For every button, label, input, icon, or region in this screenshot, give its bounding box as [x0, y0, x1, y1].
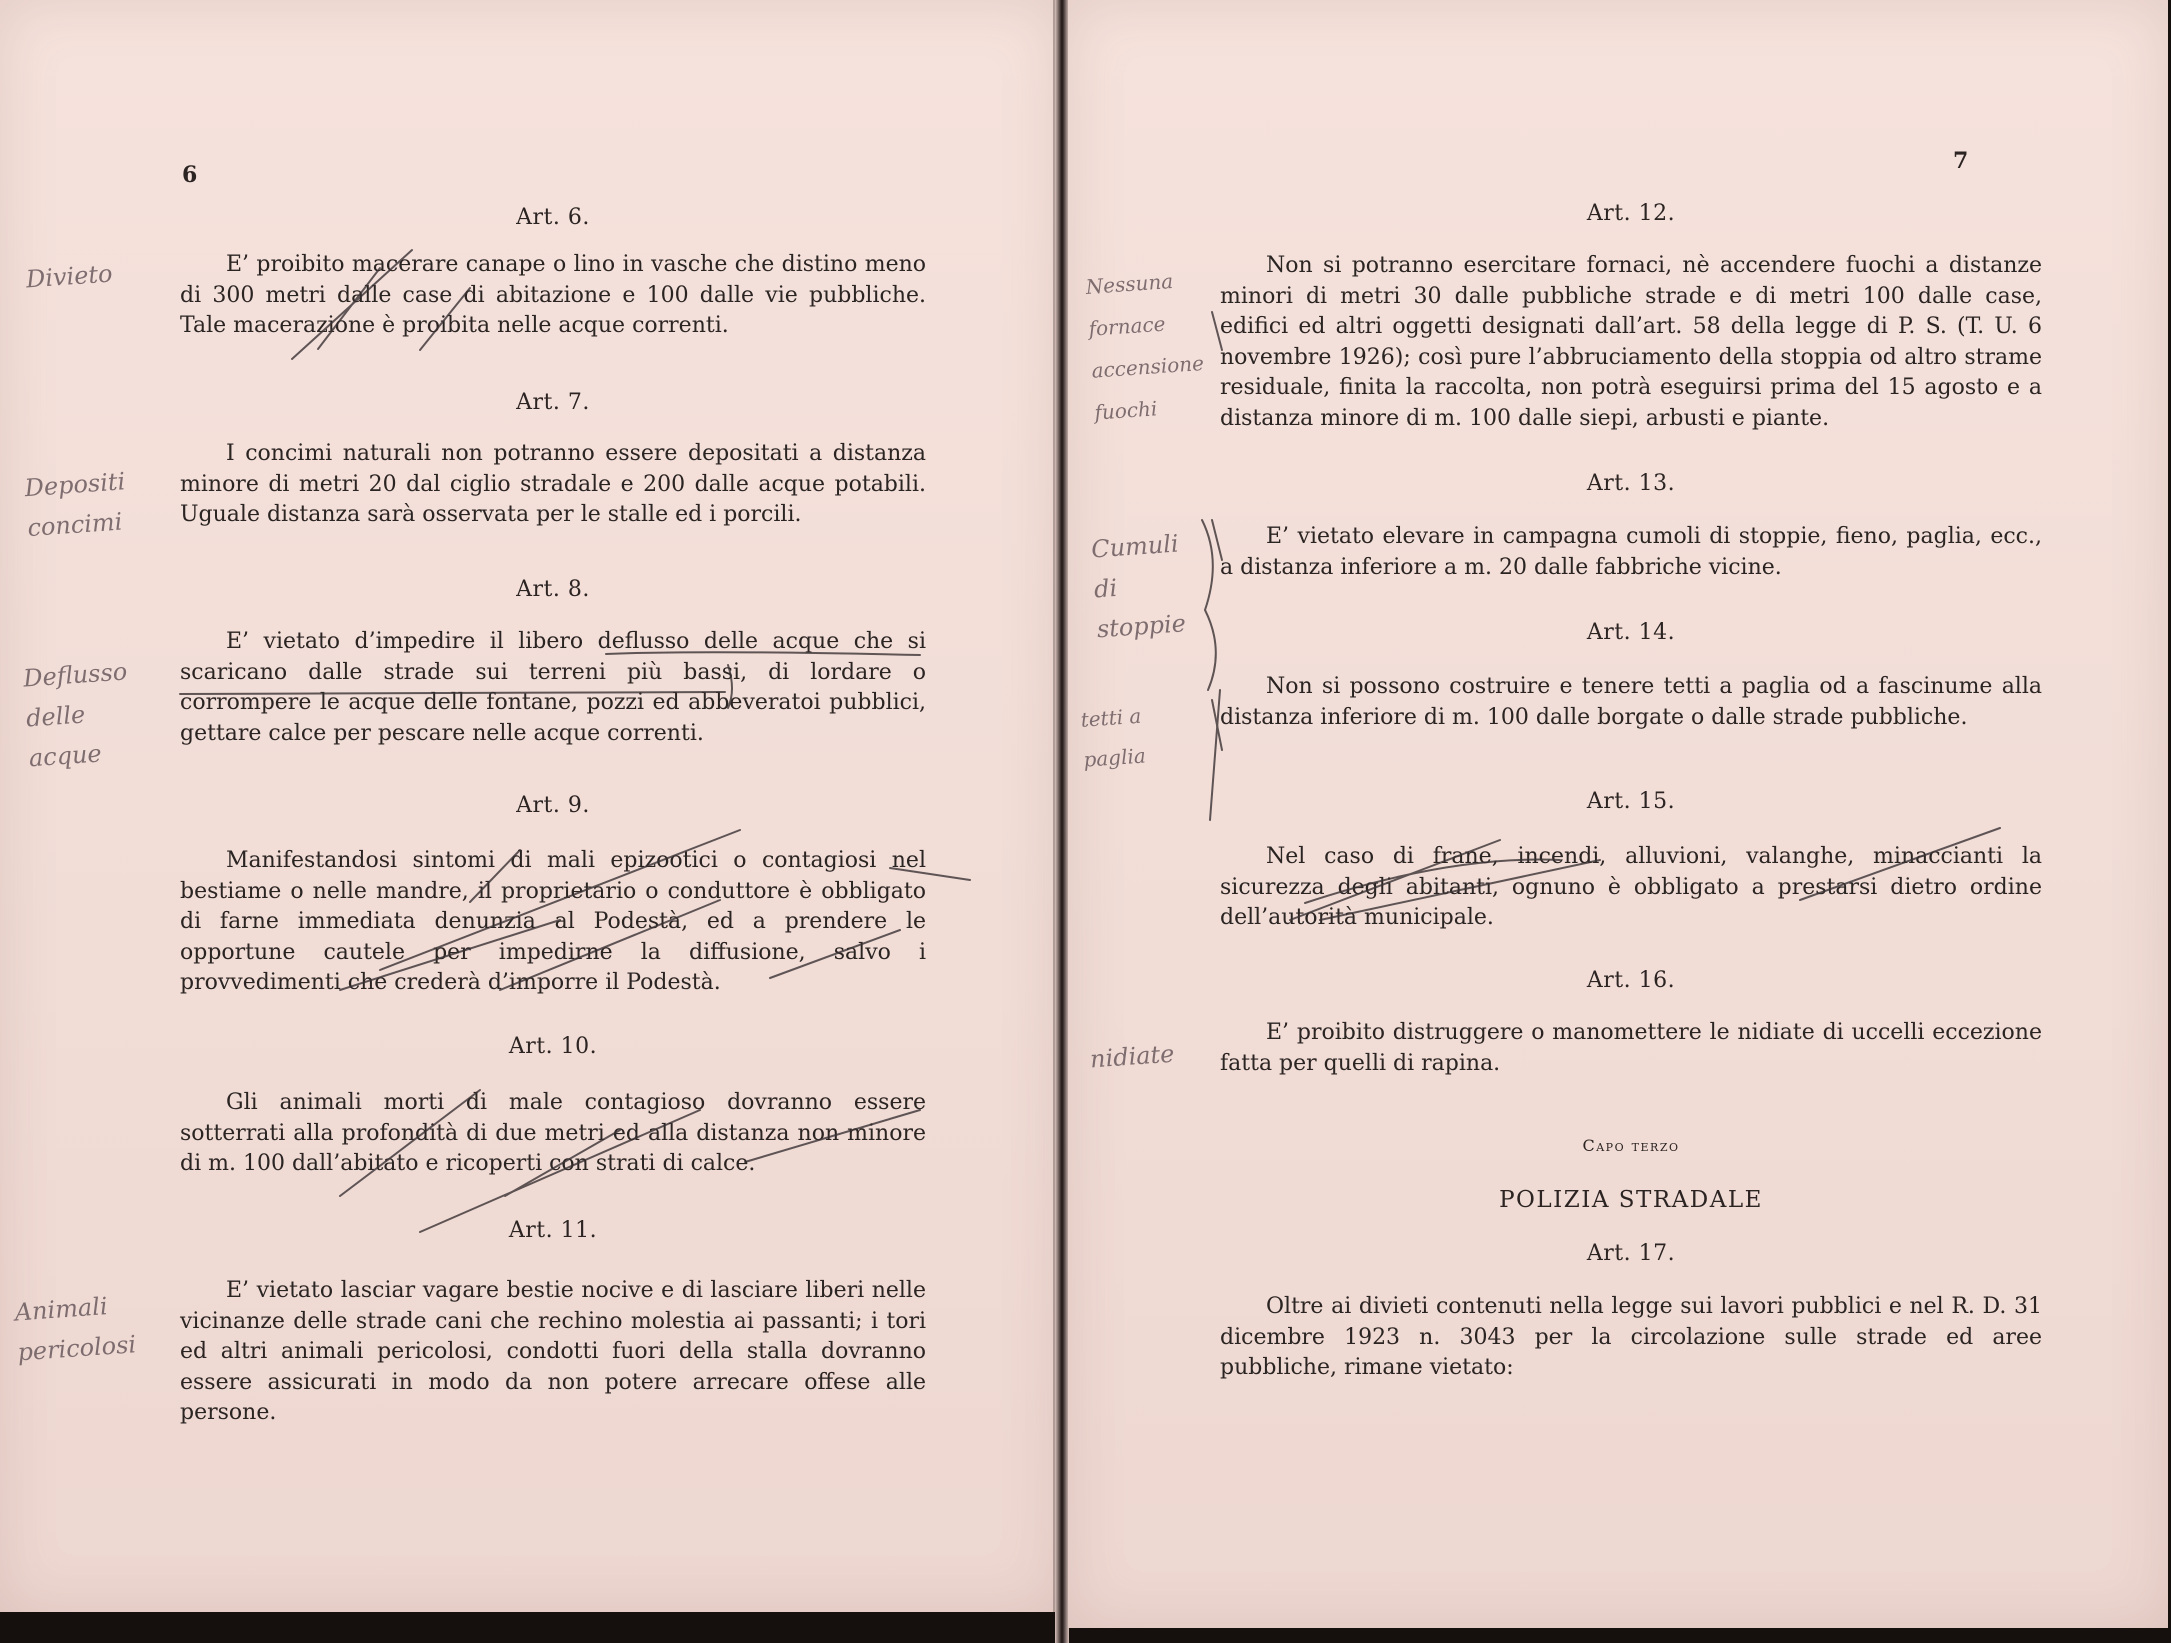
article-text: E’ proibito macerare canape o lino in vasche che distino meno di 300 metri dalle case di abitazione e 100 dalle vie pubbliche. Tale macerazione è proibita nelle acque correnti. [180, 252, 926, 338]
margin-note: Cumuli di stoppie [1090, 529, 1187, 644]
margin-note: Animali pericolosi [13, 1292, 137, 1367]
article-heading: Art. 17. [1586, 1241, 1676, 1266]
section-title: POLIZIA STRADALE [1499, 1187, 1763, 1213]
article-text: Nel caso di frane, incendi, alluvioni, valanghe, minaccianti la sicurezza degli abitanti, ognuno è obbligato a prestarsi dietro ordine dell’autorità municipale. [1220, 844, 2042, 930]
article-heading: Art. 16. [1586, 968, 1676, 993]
article-heading: Art. 13. [1586, 471, 1676, 496]
article-text: E’ vietato d’impedire il libero deflusso delle acque che si scaricano dalle strade sui terreni più bassi, di lordare o corrompere le acque delle fontane, pozzi ed abbeveratoi pubblici, gettare calce per pescare nelle acque correnti. [180, 629, 926, 746]
article-heading: Art. 12. [1586, 201, 1676, 226]
margin-note: Nessuna fornace accensione fuochi [1084, 268, 1205, 425]
margin-note: tetti a paglia [1079, 703, 1147, 772]
article-text: E’ vietato lasciar vagare bestie nocive e di lasciare liberi nelle vicinanze delle strade cani che rechino molestia ai passanti; i tori ed altri animali pericolosi, condotti fuori della stalla dovranno essere assicurati in modo da non potere arrecare offese alle persone. [180, 1278, 926, 1425]
article-text: Manifestandosi sintomi di mali epizootici o contagiosi nel bestiame o nelle mandre, il proprietario o conduttore è obbligato di farne immediata denunzia al Podestà, ed a prendere le opportune cautele per impedirne la diffusione, salvo i provvedimenti che crederà d’imporre il Podestà. [180, 848, 926, 995]
margin-note: Deflusso delle acque [22, 657, 129, 773]
article-text: I concimi naturali non potranno essere depositati a distanza minore di metri 20 dal ciglio stradale e 200 dalle acque potabili. Uguale distanza sarà osservata per le stalle ed i porcili. [180, 441, 926, 527]
chapter-heading: Capo terzo [1582, 1136, 1680, 1155]
article-text: Non si potranno esercitare fornaci, nè accendere fuochi a distanze minori di metri 30 dalle pubbliche strade e di metri 100 dalle case, edifici ed altri oggetti designati dall’art. 58 della legge di P. S. (T. U. 6 novembre 1926); così pure l’abbruciamento della stoppia od altro strame residuale, finita la raccolta, non potrà eseguirsi prima del 15 agosto e a distanza minore di m. 100 dalle siepi, arbusti e piante. [1220, 253, 2042, 431]
margin-note: Divieto [25, 259, 114, 294]
left-page [0, 0, 1058, 1612]
book-gutter [1055, 0, 1069, 1643]
article-text: Oltre ai divieti contenuti nella legge sui lavori pubblici e nel R. D. 31 dicembre 1923 n. 3043 per la circolazione sulle strade ed aree pubbliche, rimane vietato: [1220, 1294, 2042, 1380]
article-heading: Art. 14. [1586, 620, 1676, 645]
article-heading: Art. 6. [516, 205, 590, 230]
article-text: Gli animali morti di male contagioso dovranno essere sotterrati alla profondità di due metri ed alla distanza non minore di m. 100 dall’abitato e ricoperti con strati di calce. [180, 1090, 926, 1176]
article-heading: Art. 7. [516, 390, 590, 415]
page-number-left: 6 [182, 162, 198, 188]
article-heading: Art. 11. [508, 1218, 598, 1243]
margin-note: Depositi concimi [23, 467, 127, 543]
article-text: E’ proibito distruggere o manomettere le nidiate di uccelli eccezione fatta per quelli di rapina. [1220, 1020, 2042, 1076]
article-heading: Art. 8. [516, 577, 590, 602]
article-heading: Art. 15. [1586, 789, 1676, 814]
article-text: Non si possono costruire e tenere tetti a paglia od a fascinume alla distanza inferiore di m. 100 dalle borgate o dalle strade pubbliche. [1220, 674, 2042, 730]
article-text: E’ vietato elevare in campagna cumoli di stoppie, fieno, paglia, ecc., a distanza inferiore a m. 20 dalle fabbriche vicine. [1220, 524, 2042, 580]
margin-note: nidiate [1089, 1039, 1176, 1074]
page-number-right: 7 [1953, 148, 1969, 174]
article-heading: Art. 10. [508, 1034, 598, 1059]
article-heading: Art. 9. [516, 793, 590, 818]
right-page [1068, 0, 2168, 1628]
